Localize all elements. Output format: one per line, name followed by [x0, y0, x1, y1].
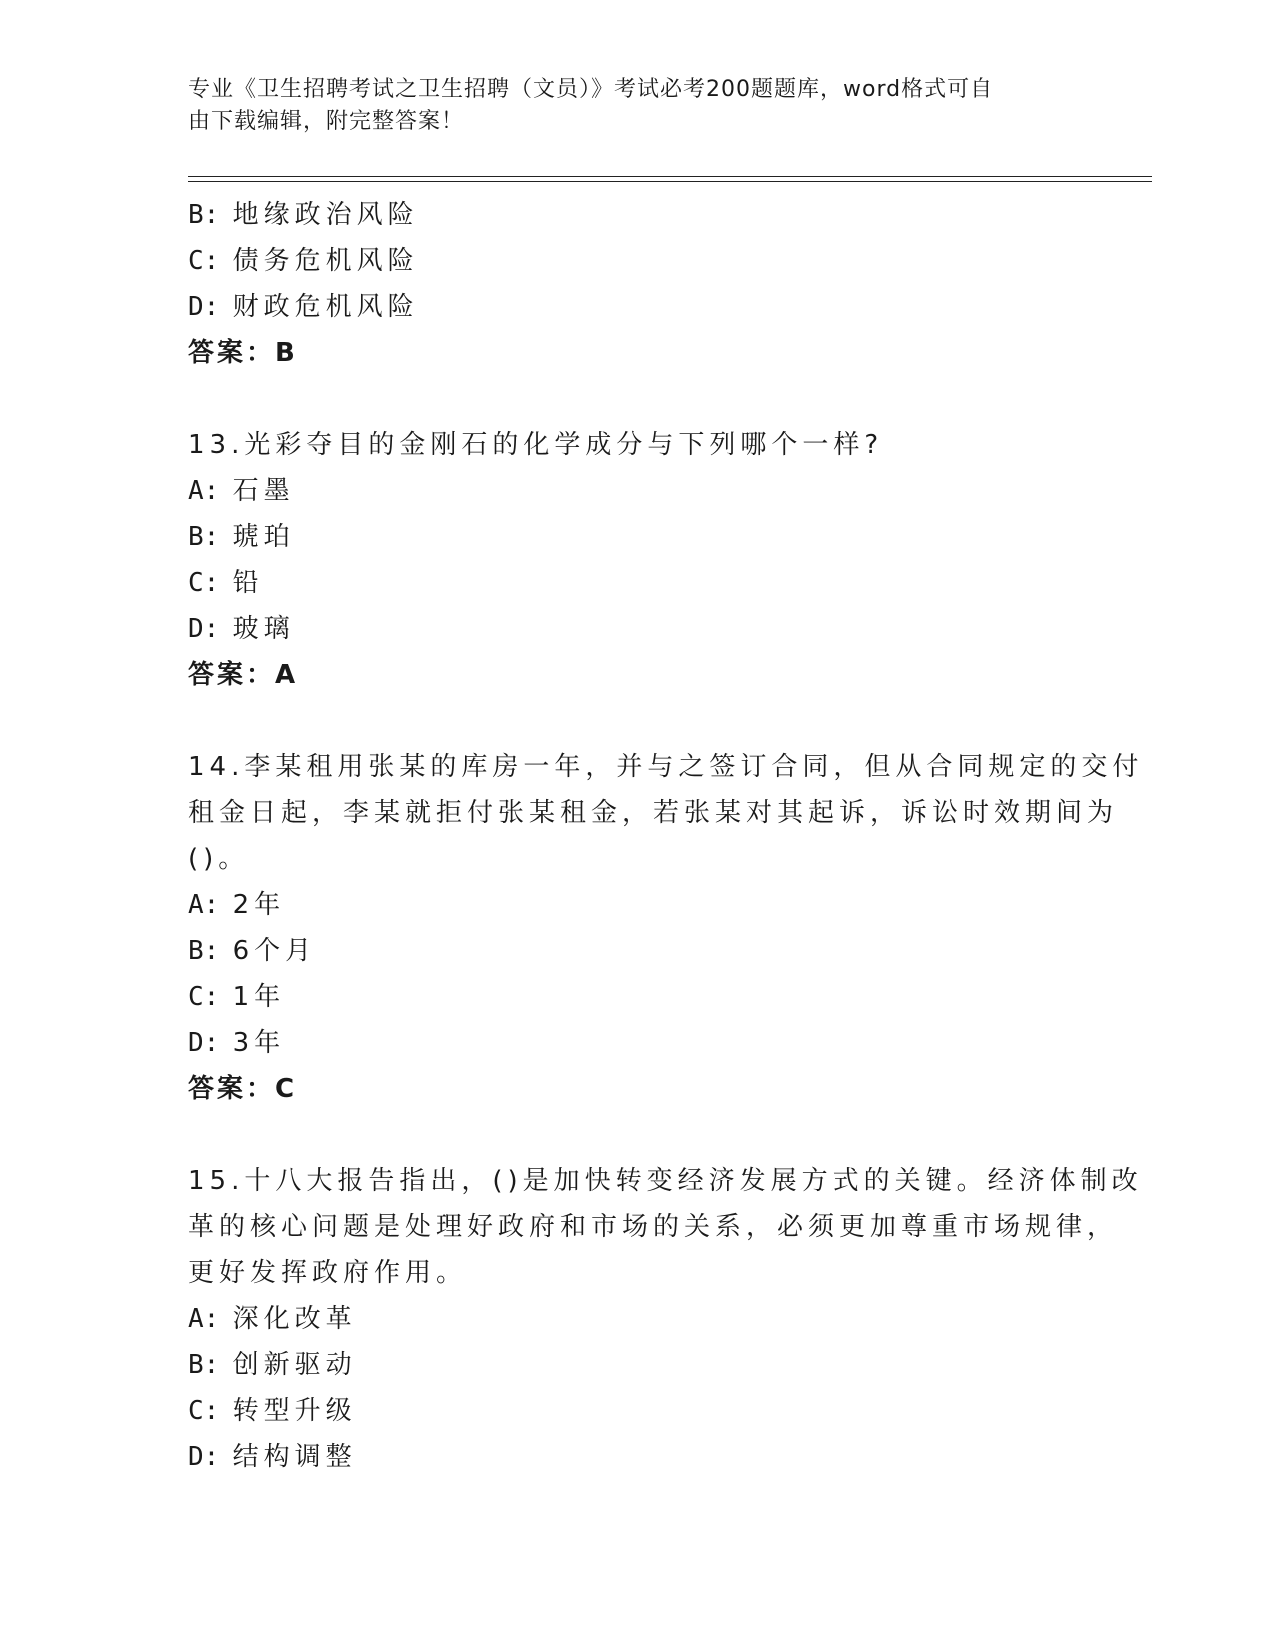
answer-line: 答案：A: [188, 660, 299, 690]
question-stem-line: 14.李某租用张某的库房一年，并与之签订合同，但从合同规定的交付: [188, 752, 1144, 782]
question-list: [188, 192, 1144, 1480]
option-c: [188, 1388, 1088, 1434]
question-12-tail: [188, 192, 1088, 376]
question-stem-line: 15.十八大报告指出，()是加快转变经济发展方式的关键。经济体制改: [188, 1166, 1143, 1196]
option-d: [188, 1434, 1088, 1480]
option-c: [188, 560, 1088, 606]
option-b: [188, 192, 1088, 238]
option-b: [188, 1342, 1088, 1388]
option-letter: C:: [188, 568, 220, 598]
option-letter: C:: [188, 246, 220, 276]
option-text: 深化改革: [232, 1304, 357, 1334]
option-text: 3年: [232, 1028, 286, 1058]
answer-line: 答案：C: [188, 1074, 298, 1104]
option-text: 玻璃: [232, 614, 295, 644]
option-text: 铅: [232, 568, 264, 598]
question-13: [188, 422, 1088, 698]
question-stem-line: 更好发挥政府作用。: [188, 1258, 468, 1288]
option-letter: D:: [188, 1028, 220, 1058]
answer-line: 答案：B: [188, 338, 298, 368]
question-stem-line: 租金日起，李某就拒付张某租金，若张某对其起诉，诉讼时效期间为: [188, 798, 1119, 828]
option-letter: A:: [188, 890, 220, 920]
header-title-line-1: 专业《卫生招聘考试之卫生招聘（文员）》考试必考200题题库，word格式可自: [188, 77, 994, 102]
header-title-line-2: 由下载编辑，附完整答案！: [188, 109, 465, 134]
question-stem: 13.光彩夺目的金刚石的化学成分与下列哪个一样?: [188, 430, 884, 460]
option-text: 6个月: [232, 936, 317, 966]
option-d: [188, 1020, 1088, 1066]
option-letter: B:: [188, 522, 220, 552]
option-letter: D:: [188, 292, 220, 322]
spacer: [188, 376, 1088, 422]
option-letter: B:: [188, 1350, 220, 1380]
option-a: [188, 468, 1088, 514]
option-text: 债务危机风险: [232, 246, 419, 276]
option-c: [188, 238, 1088, 284]
spacer: [188, 1112, 1088, 1158]
question-stem-line: 革的核心问题是处理好政府和市场的关系，必须更加尊重市场规律，: [188, 1212, 1119, 1242]
header-divider-top: [188, 176, 1152, 177]
document-header: [188, 74, 1068, 138]
option-a: [188, 1296, 1088, 1342]
option-b: [188, 928, 1088, 974]
option-text: 2年: [232, 890, 286, 920]
option-letter: B:: [188, 200, 220, 230]
option-letter: A:: [188, 1304, 220, 1334]
option-letter: B:: [188, 936, 220, 966]
question-stem-line: ()。: [188, 844, 250, 874]
option-text: 1年: [232, 982, 286, 1012]
question-14: [188, 744, 1144, 1112]
option-text: 地缘政治风险: [232, 200, 419, 230]
option-text: 创新驱动: [232, 1350, 357, 1380]
option-letter: D:: [188, 1442, 220, 1472]
option-d: [188, 284, 1088, 330]
option-d: [188, 606, 1088, 652]
option-a: [188, 882, 1088, 928]
option-b: [188, 514, 1088, 560]
option-text: 转型升级: [232, 1396, 357, 1426]
option-text: 石墨: [232, 476, 295, 506]
spacer: [188, 698, 1088, 744]
option-text: 琥珀: [232, 522, 295, 552]
question-15: [188, 1158, 1143, 1480]
option-letter: A:: [188, 476, 220, 506]
header-divider-bottom: [188, 181, 1152, 182]
option-c: [188, 974, 1088, 1020]
option-letter: C:: [188, 1396, 220, 1426]
option-letter: D:: [188, 614, 220, 644]
option-text: 财政危机风险: [232, 292, 419, 322]
option-text: 结构调整: [232, 1442, 357, 1472]
option-letter: C:: [188, 982, 220, 1012]
